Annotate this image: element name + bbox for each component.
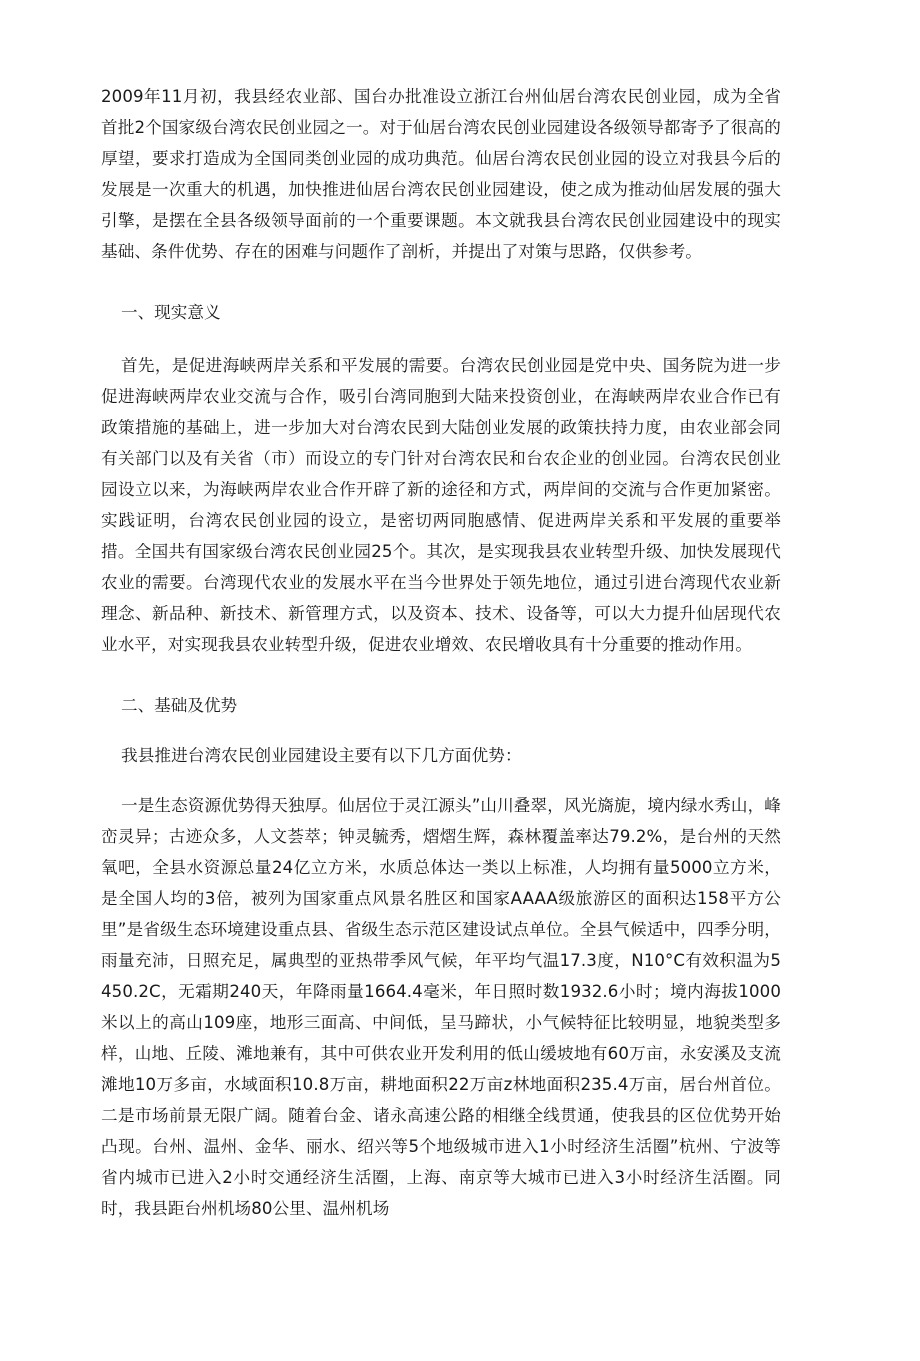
spacer bbox=[101, 267, 781, 297]
section-heading-1: 一、现实意义 bbox=[121, 303, 221, 322]
spacer bbox=[101, 660, 781, 690]
spacer bbox=[101, 721, 781, 740]
document-page bbox=[101, 81, 781, 1224]
spacer bbox=[101, 771, 781, 790]
section-2-paragraph: 一是生态资源优势得天独厚。仙居位于灵江源头”山川叠翠，风光旖旎，境内绿水秀山，峰峦灵异；古迹众多，人文荟萃；钟灵毓秀，熠熠生辉，森林覆盖率达79.2%，是台州的天然氧吧，全县水资源总量24亿立方米，水质总体达一类以上标准，人均拥有量5000立方米，是全国人均的3倍，被列为国家重点风景名胜区和国家AAAA级旅游区的面积达158平方公里”是省级生态环境建设重点县、省级生态示范区建设试点单位。全县气候适中，四季分明，雨量充沛，日照充足，属典型的亚热带季风气候，年平均气温17.3度，N10°C有效积温为5450.2C，无霜期240天，年降雨量1664.4毫米，年日照时数1932.6小时；境内海拔1000米以上的高山109座，地形三面高、中间低，呈马蹄状，小气候特征比较明显，地貌类型多样，山地、丘陵、滩地兼有，其中可供农业开发利用的低山缓坡地有60万亩，永安溪及支流滩地10万多亩，水域面积10.8万亩，耕地面积22万亩z林地面积235.4万亩，居台州首位。二是市场前景无限广阔。随着台金、诸永高速公路的相继全线贯通，使我县的区位优势开始凸现。台州、温州、金华、丽水、绍兴等5个地级城市进入1小时经济生活圈”杭州、宁波等省内城市已进入2小时交通经济生活圈，上海、南京等大城市已进入3小时经济生活圈。同时，我县距台州机场80公里、温州机场 bbox=[101, 796, 781, 1218]
section-1-paragraph: 首先，是促进海峡两岸关系和平发展的需要。台湾农民创业园是党中央、国务院为进一步促进海峡两岸农业交流与合作，吸引台湾同胞到大陆来投资创业，在海峡两岸农业合作已有政策措施的基础上，进一步加大对台湾农民到大陆创业发展的政策扶持力度，由农业部会同有关部门以及有关省（市）而设立的专门针对台湾农民和台农企业的创业园。台湾农民创业园设立以来，为海峡两岸农业合作开辟了新的途径和方式，两岸间的交流与合作更加紧密。实践证明，台湾农民创业园的设立，是密切两同胞感情、促进两岸关系和平发展的重要举措。全国共有国家级台湾农民创业园25个。其次，是实现我县农业转型升级、加快发展现代农业的需要。台湾现代农业的发展水平在当今世界处于领先地位，通过引进台湾现代农业新理念、新品种、新技术、新管理方式，以及资本、技术、设备等，可以大力提升仙居现代农业水平，对实现我县农业转型升级，促进农业增效、农民增收具有十分重要的推动作用。 bbox=[101, 356, 781, 654]
spacer bbox=[101, 328, 781, 350]
section-2-lead: 我县推进台湾农民创业园建设主要有以下几方面优势： bbox=[121, 746, 522, 765]
section-heading-2: 二、基础及优势 bbox=[121, 696, 238, 715]
intro-paragraph: 2009年11月初，我县经农业部、国台办批准设立浙江台州仙居台湾农民创业园，成为全省首批2个国家级台湾农民创业园之一。对于仙居台湾农民创业园建设各级领导都寄予了很高的厚望，要求打造成为全国同类创业园的成功典范。仙居台湾农民创业园的设立对我县今后的发展是一次重大的机遇，加快推进仙居台湾农民创业园建设，使之成为推动仙居发展的强大引擎，是摆在全县各级领导面前的一个重要课题。本文就我县台湾农民创业园建设中的现实基础、条件优势、存在的困难与问题作了剖析，并提出了对策与思路，仅供参考。 bbox=[101, 87, 781, 261]
